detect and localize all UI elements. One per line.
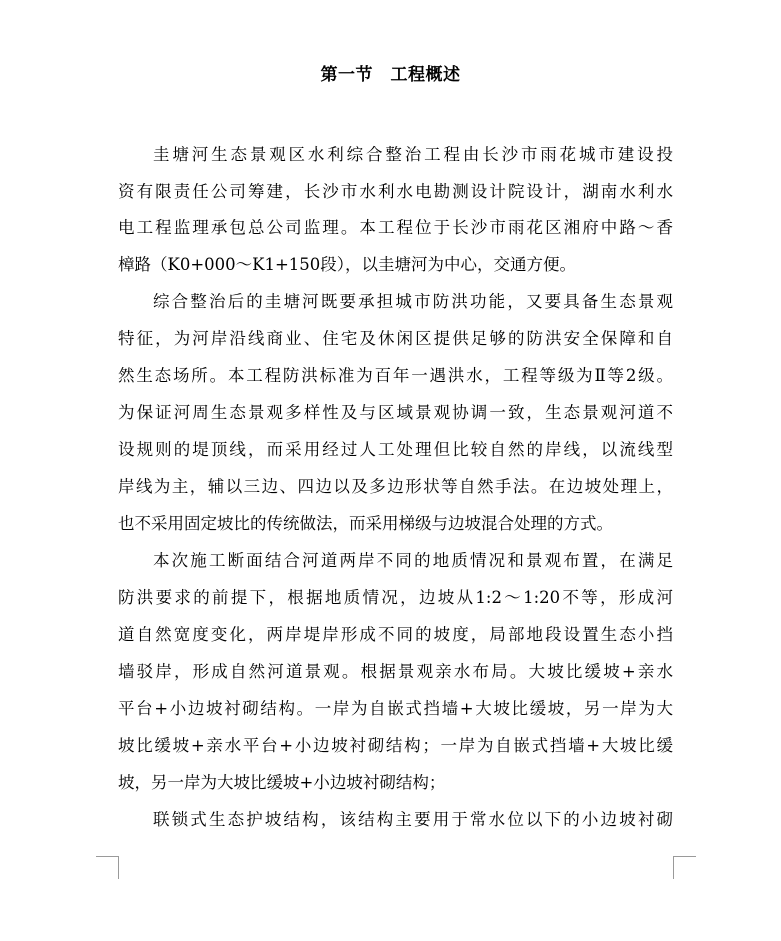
- paragraph-line: 圭塘河生态景观区水利综合整治工程由长沙市雨花城市建设投: [153, 145, 673, 164]
- paragraph-line: 坡比缓坡+亲水平台+小边坡衬砌结构；一岸为自嵌式挡墙+大坡比缓: [118, 736, 673, 755]
- paragraph-line: 特征，为河岸沿线商业、住宅及休闲区提供足够的防洪安全保障和自: [118, 329, 673, 348]
- paragraph-line: 本次施工断面结合河道两岸不同的地质情况和景观布置，在满足: [153, 551, 673, 570]
- paragraph-line: 联锁式生态护坡结构，该结构主要用于常水位以下的小边坡衬砌: [153, 810, 673, 829]
- paragraph-line: 资有限责任公司筹建，长沙市水利水电勘测设计院设计，湖南水利水: [118, 182, 673, 201]
- paragraph-line: 综合整治后的圭塘河既要承担城市防洪功能，又要具备生态景观: [153, 292, 673, 311]
- section-title: 第一节 工程概述: [320, 65, 461, 85]
- paragraph-line: 防洪要求的前提下，根据地质情况，边坡从1:2～1:20不等，形成河: [118, 588, 673, 607]
- paragraph-line: 也不采用固定坡比的传统做法，而采用梯级与边坡混合处理的方式。: [118, 514, 613, 533]
- paragraph-line: 道自然宽度变化，两岸堤岸形成不同的坡度，局部地段设置生态小挡: [118, 625, 673, 644]
- margin-corner-mark-left: [96, 856, 119, 879]
- margin-corner-mark-right: [673, 856, 696, 879]
- paragraph-line: 墙驳岸，形成自然河道景观。根据景观亲水布局。大坡比缓坡+亲水: [118, 662, 673, 681]
- paragraph-line: 岸线为主，辅以三边、四边以及多边形状等自然手法。在边坡处理上，: [118, 477, 673, 496]
- paragraph-line: 设规则的堤顶线，而采用经过人工处理但比较自然的岸线，以流线型: [118, 440, 673, 459]
- paragraph-line: 樟路（K0+000～K1+150段），以圭塘河为中心，交通方便。: [118, 255, 577, 274]
- paragraph-line: 电工程监理承包总公司监理。本工程位于长沙市雨花区湘府中路～香: [118, 218, 673, 237]
- paragraph-line: 然生态场所。本工程防洪标准为百年一遇洪水，工程等级为Ⅱ等2级。: [118, 366, 673, 385]
- paragraph-line: 平台+小边坡衬砌结构。一岸为自嵌式挡墙+大坡比缓坡，另一岸为大: [118, 699, 673, 718]
- paragraph-line: 为保证河周生态景观多样性及与区域景观协调一致，生态景观河道不: [118, 403, 673, 422]
- paragraph-line: 坡，另一岸为大坡比缓坡+小边坡衬砌结构；: [118, 773, 446, 792]
